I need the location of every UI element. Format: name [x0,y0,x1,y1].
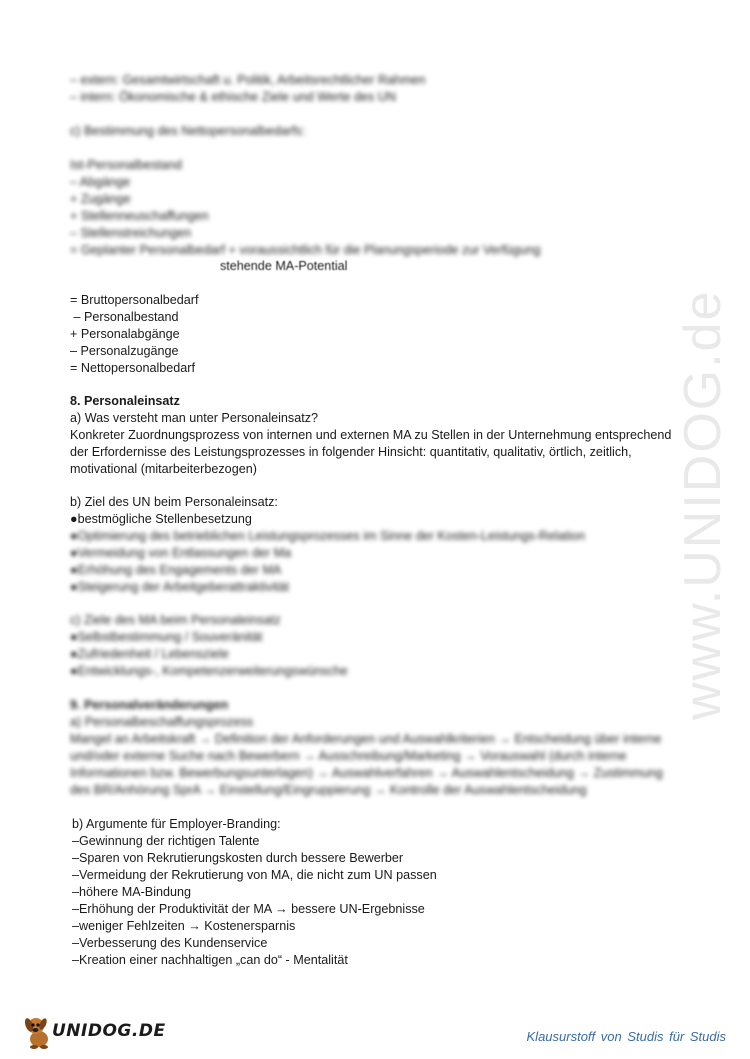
net-demand-heading [70,123,690,140]
calc-line: – Abgänge [70,175,131,189]
argument-item: –Gewinnung der richtigen Talente [72,834,260,848]
logo-text: UNIDOG.DE [52,1021,166,1041]
question: a) Was versteht man unter Personaleinsatz? [70,411,319,425]
argument-item: –Vermeidung der Rekrutierung von MA, die nicht zum UN passen [72,868,437,882]
context-line: – intern: Ökonomische & ethische Ziele und Werte des UN [70,90,396,104]
bullet-item: ●Selbstbestimmung / Souveränität [70,630,263,644]
question: b) Ziel des UN beim Personaleinsatz: [70,495,278,509]
section-9 [70,697,690,799]
calc-line: – Stellenstreichungen [70,226,192,240]
section-8b [70,494,690,528]
section-8c [70,612,690,680]
section-title: 9. Personalveränderungen [70,698,229,712]
bullet-item: ●Zufriedenheit / Lebensziele [70,647,229,661]
bullet-item: ●Optimierung des betrieblichen Leistungsprozesses im Sinne der Kosten-Leistungs-Relation [70,529,586,543]
top-context-lines [70,72,690,106]
argument-item: –Kreation einer nachhaltigen „can do“ - Mentalität [72,953,348,967]
section-8b-blurred [70,528,690,596]
formula-line: = Bruttopersonalbedarf [70,293,199,307]
sub-heading: a) Personalbeschaffungsprozess [70,715,254,729]
formula-block [70,292,690,377]
net-demand-calc [70,157,690,259]
process-line: des BR/Anhörung SprA → Einstellung/Eingruppierung → Kontrolle der Auswahlentscheidung [70,783,587,797]
context-line: – extern: Gesamtwirtschaft u. Politik, Arbeitsrechtlicher Rahmen [70,73,426,87]
section-title: 8. Personaleinsatz [70,394,180,408]
sub-heading: c) Ziele des MA beim Personaleinsatz [70,613,281,627]
calc-line: Ist-Personalbestand [70,158,183,172]
argument-item: –Verbesserung des Kundenservice [72,936,268,950]
formula-line: + Personalabgänge [70,327,180,341]
argument-item: –Erhöhung der Produktivität der MA → bessere UN-Ergebnisse [72,902,425,916]
calc-line: + Stellenneuschaffungen [70,209,209,223]
argument-item: –Sparen von Rekrutierungskosten durch bessere Bewerber [72,851,404,865]
calc-continuation-text: stehende MA-Potential [220,259,348,273]
section-8 [70,393,685,478]
question: b) Argumente für Employer-Branding: [72,817,281,831]
calc-line: + Zugänge [70,192,131,206]
process-line: Informationen bzw. Bewerbungsunterlagen) → Auswahlverfahren → Auswahlentscheidung → Zustimmung [70,766,663,780]
watermark: www.UNIDOG.de [674,289,732,720]
bullet-item: ●Entwicklungs-, Kompetenzerweiterungswünsche [70,664,348,678]
process-line: und/oder externe Suche nach Bewerbern → Ausschreibung/Marketing → Vorauswahl (durch interne [70,749,627,763]
heading-text: c) Bestimmung des Nettopersonalbedarfs: [70,124,306,138]
bullet-item: ●Vermeidung von Entlassungen der Ma [70,546,292,560]
argument-item: –weniger Fehlzeiten → Kostenersparnis [72,919,296,933]
calc-continuation [70,258,690,275]
dog-icon [22,1014,56,1050]
process-line: Mangel an Arbeitskraft → Definition der Anforderungen und Auswahlkriterien → Entscheidung über interne [70,732,662,746]
employer-branding [72,816,692,969]
bullet-item: ●Erhöhung des Engagements der MA [70,563,282,577]
bullet-item: ●Steigerung der Arbeitgeberattraktivität [70,580,290,594]
formula-line: = Nettopersonalbedarf [70,361,195,375]
bullet-item: ●bestmögliche Stellenbesetzung [70,512,252,526]
calc-line: = Geplanter Personalbedarf + voraussichtlich für die Planungsperiode zur Verfügung [70,243,541,257]
argument-item: –höhere MA-Bindung [72,885,192,899]
answer-paragraph: Konkreter Zuordnungsprozess von internen und externen MA zu Stellen in der Unternehmung entsprechend der Erfordernisse des Leistungsprozesses in folgender Hinsicht: quantitativ, qualitativ, örtlich, zeitlich, motivational (mitarbeiterbezogen) [70,428,672,476]
formula-line: – Personalzugänge [70,344,179,358]
formula-line: – Personalbestand [70,310,179,324]
unidog-logo[interactable] [22,1014,166,1050]
footer-tagline: Klausurstoff von Studis für Studis [526,1029,726,1044]
